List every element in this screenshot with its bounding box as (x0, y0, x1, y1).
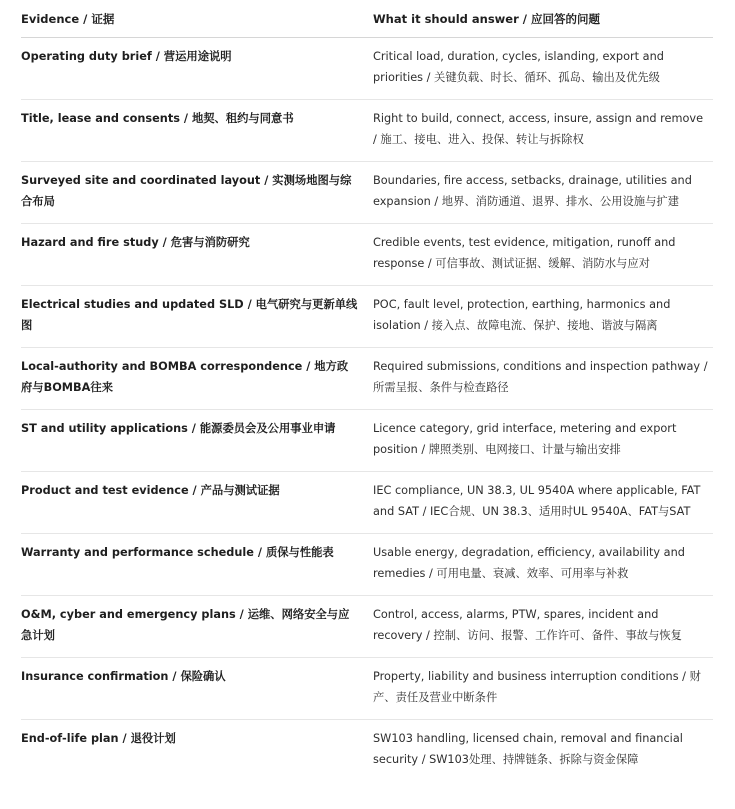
header-row (21, 0, 713, 38)
answer-cell: Credible events, test evidence, mitigation, runoff and response / 可信事故、测试证据、缓解、消防水与应对 (373, 224, 713, 286)
evidence-cell: Electrical studies and updated SLD / 电气研究与更新单线图 (21, 286, 373, 348)
evidence-cell: O&M, cyber and emergency plans / 运维、网络安全与应急计划 (21, 596, 373, 658)
evidence-cell: Product and test evidence / 产品与测试证据 (21, 472, 373, 534)
table-row (21, 472, 713, 534)
answer-cell: Required submissions, conditions and inspection pathway / 所需呈报、条件与检查路径 (373, 348, 713, 410)
table-row (21, 720, 713, 782)
column-header-evidence: Evidence / 证据 (21, 0, 373, 38)
table-body (21, 38, 713, 782)
table-header (21, 0, 713, 38)
table-row (21, 286, 713, 348)
column-header-answer: What it should answer / 应回答的问题 (373, 0, 713, 38)
evidence-cell: ST and utility applications / 能源委员会及公用事业申请 (21, 410, 373, 472)
answer-cell: Boundaries, fire access, setbacks, drainage, utilities and expansion / 地界、消防通道、退界、排水、公用设施与扩建 (373, 162, 713, 224)
evidence-cell: Title, lease and consents / 地契、租约与同意书 (21, 100, 373, 162)
evidence-document (21, 0, 713, 782)
table-row (21, 534, 713, 596)
evidence-cell: Hazard and fire study / 危害与消防研究 (21, 224, 373, 286)
answer-cell: Licence category, grid interface, metering and export position / 牌照类别、电网接口、计量与输出安排 (373, 410, 713, 472)
answer-cell: SW103 handling, licensed chain, removal and financial security / SW103处理、持牌链条、拆除与资金保障 (373, 732, 683, 766)
table-row (21, 100, 713, 162)
table-row (21, 596, 713, 658)
table-row (21, 162, 713, 224)
answer-cell: Control, access, alarms, PTW, spares, incident and recovery / 控制、访问、报警、工作许可、备件、事故与恢复 (373, 596, 713, 658)
evidence-cell: Surveyed site and coordinated layout / 实测场地图与综合布局 (21, 162, 373, 224)
table-row (21, 38, 713, 100)
answer-cell: IEC compliance, UN 38.3, UL 9540A where applicable, FAT and SAT / IEC合规、UN 38.3、适用时UL 9540A、FAT与SAT (373, 472, 713, 534)
evidence-cell: Operating duty brief / 营运用途说明 (21, 38, 373, 100)
table-row (21, 348, 713, 410)
evidence-cell: Local-authority and BOMBA correspondence / 地方政府与BOMBA往来 (21, 348, 373, 410)
answer-cell: Property, liability and business interruption conditions / 财产、责任及营业中断条件 (373, 658, 713, 720)
answer-cell: Critical load, duration, cycles, islanding, export and priorities / 关键负载、时长、循环、孤岛、输出及优先级 (373, 38, 713, 100)
evidence-cell: Insurance confirmation / 保险确认 (21, 658, 373, 720)
answer-cell: Usable energy, degradation, efficiency, availability and remedies / 可用电量、衰减、效率、可用率与补救 (373, 534, 713, 596)
evidence-cell: End-of-life plan / 退役计划 (21, 732, 176, 745)
answer-cell: POC, fault level, protection, earthing, harmonics and isolation / 接入点、故障电流、保护、接地、谐波与隔离 (373, 286, 713, 348)
table-row (21, 224, 713, 286)
table-row (21, 658, 713, 720)
answer-cell: Right to build, connect, access, insure, assign and remove / 施工、接电、进入、投保、转让与拆除权 (373, 100, 713, 162)
evidence-table (21, 0, 713, 782)
table-row (21, 410, 713, 472)
evidence-cell: Warranty and performance schedule / 质保与性能表 (21, 534, 373, 596)
